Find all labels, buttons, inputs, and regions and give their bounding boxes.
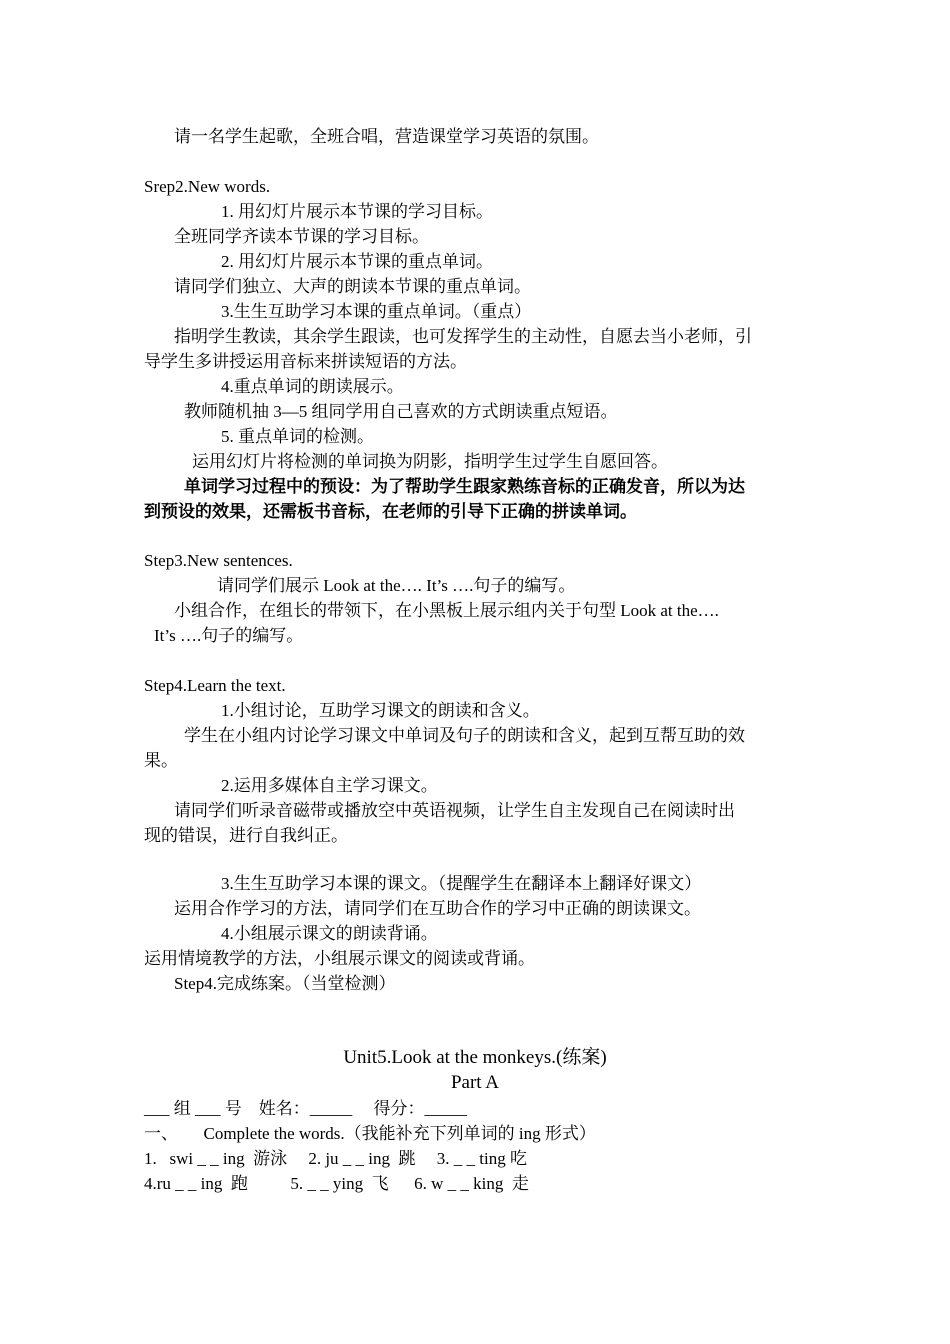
worksheet-subtitle: Part A <box>450 1072 500 1093</box>
step2-item-2: 2. 用幻灯片展示本节课的重点单词。 <box>221 252 493 271</box>
step4-item-2-desc-2: 现的错误，进行自我纠正。 <box>144 826 348 845</box>
step4-item-1-desc-1: 学生在小组内讨论学习课文中单词及句子的朗读和含义，起到互帮互助的效 <box>184 726 745 745</box>
step2-item-3: 3.生生互助学习本课的重点单词。（重点） <box>221 302 532 321</box>
step4-item-1-desc-2: 果。 <box>144 751 178 770</box>
step2-item-1-desc: 全班同学齐读本节课的学习目标。 <box>174 227 429 246</box>
step2-item-3-desc-1: 指明学生教读，其余学生跟读，也可发挥学生的主动性，自愿去当小老师，引 <box>174 327 752 346</box>
step2-item-1: 1. 用幻灯片展示本节课的学习目标。 <box>221 202 493 221</box>
step4-item-1: 1.小组讨论，互助学习课文的朗读和含义。 <box>221 701 540 720</box>
preset-note-2: 到预设的效果，还需板书音标，在老师的引导下正确的拼读单词。 <box>144 502 637 521</box>
step3-heading: Step3.New sentences. <box>144 551 293 570</box>
step2-item-4-desc: 教师随机抽 3—5 组同学用自己喜欢的方式朗读重点短语。 <box>184 402 618 421</box>
step2-item-3-desc-2: 导学生多讲授运用音标来拼读短语的方法。 <box>144 352 467 371</box>
step4-item-4: 4.小组展示课文的朗读背诵。 <box>221 924 438 943</box>
step2-heading: Srep2.New words. <box>144 177 271 196</box>
step4-item-3-desc: 运用合作学习的方法，请同学们在互助合作的学习中正确的朗读课文。 <box>174 899 701 918</box>
step4-item-2-desc-1: 请同学们听录音磁带或播放空中英语视频，让学生自主发现自己在阅读时出 <box>174 801 735 820</box>
step4-item-2: 2.运用多媒体自主学习课文。 <box>221 776 438 795</box>
step2-item-5-desc: 运用幻灯片将检测的单词换为阴影，指明学生过学生自愿回答。 <box>192 452 668 471</box>
step2-item-5: 5. 重点单词的检测。 <box>221 427 374 446</box>
step4-heading: Step4.Learn the text. <box>144 676 286 695</box>
step3-desc-2: 小组合作，在组长的带领下，在小黑板上展示组内关于句型 Look at the…. <box>174 601 719 620</box>
step3-desc-1: 请同学们展示 Look at the…. It’s ….句子的编写。 <box>217 576 576 595</box>
step2-item-2-desc: 请同学们独立、大声的朗读本节课的重点单词。 <box>174 277 531 296</box>
preset-note-1: 单词学习过程中的预设：为了帮助学生跟家熟练音标的正确发音，所以为达 <box>184 477 745 496</box>
step3-desc-3: It’s ….句子的编写。 <box>154 626 304 645</box>
intro-line: 请一名学生起歌，全班合唱，营造课堂学习英语的氛围。 <box>174 127 599 146</box>
step4-item-4-desc: 运用情境教学的方法，小组展示课文的阅读或背诵。 <box>144 949 535 968</box>
worksheet-title: Unit5.Look at the monkeys.(练案) <box>343 1047 607 1068</box>
step2-item-4: 4.重点单词的朗读展示。 <box>221 377 404 396</box>
exercise-1-row-2: 4.ru _ _ ing 跑 5. _ _ ying 飞 6. w _ _ king 走 <box>144 1174 529 1193</box>
exercise-1-row-1: 1. swi _ _ ing 游泳 2. ju _ _ ing 跳 3. _ _ ting 吃 <box>144 1149 527 1168</box>
exercise-1-instruction: 一、 Complete the words.（我能补充下列单词的 ing 形式） <box>144 1124 596 1143</box>
step4-item-3: 3.生生互助学习本课的课文。（提醒学生在翻译本上翻译好课文） <box>221 874 702 893</box>
step4-exercise: Step4.完成练案。（当堂检测） <box>174 974 396 993</box>
student-info-line: ___ 组 ___ 号 姓名：_____ 得分：_____ <box>144 1099 467 1118</box>
